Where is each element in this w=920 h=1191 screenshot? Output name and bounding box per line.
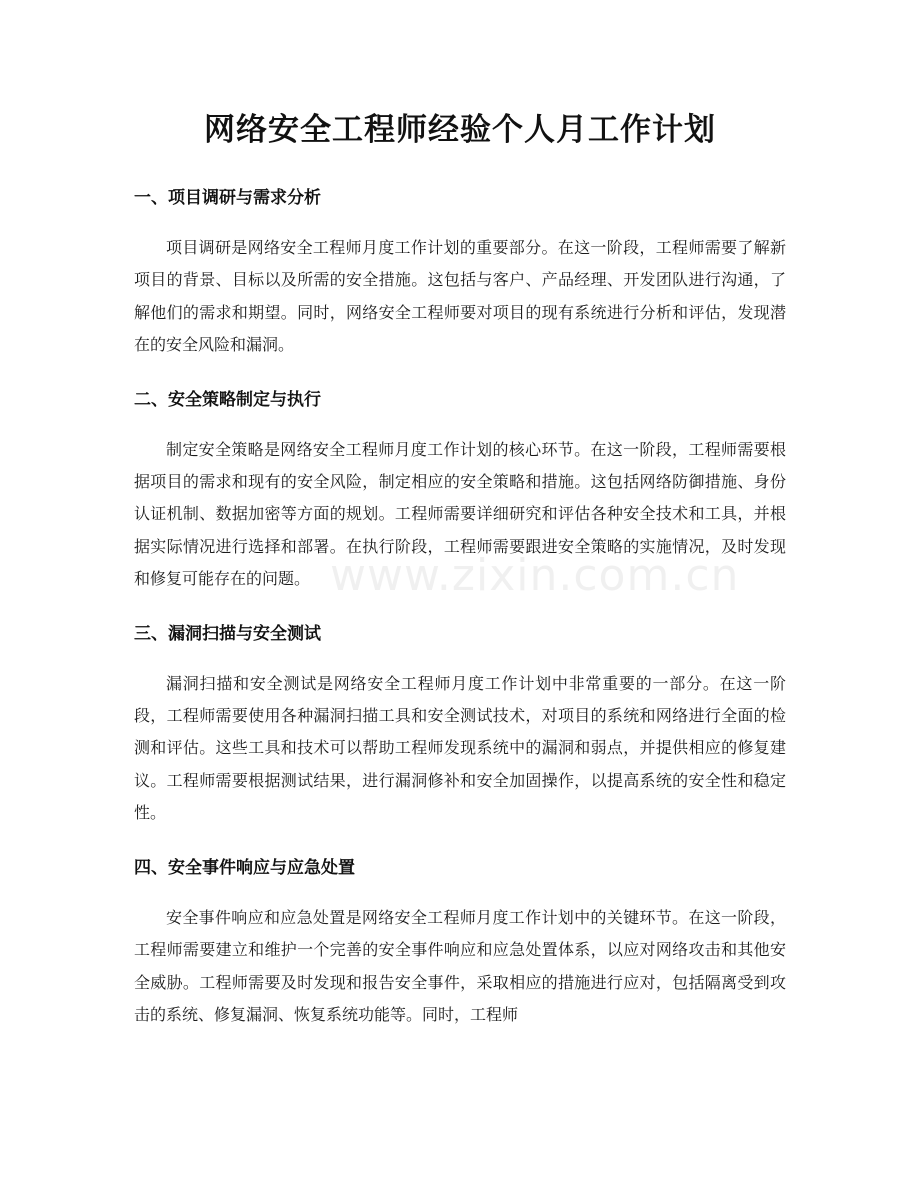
section-research — [134, 186, 786, 362]
watermark: www.zixin.com.cn — [330, 550, 740, 601]
document-title: 网络安全工程师经验个人月工作计划 — [204, 112, 716, 148]
section-paragraph: 项目调研是网络安全工程师月度工作计划的重要部分。在这一阶段，工程师需要了解新项目的背景、目标以及所需的安全措施。这包括与客户、产品经理、开发团队进行沟通，了解他们的需求和期望。同时，网络安全工程师要对项目的现有系统进行分析和评估，发现潜在的安全风险和漏洞。 — [134, 238, 786, 355]
section-heading: 二、安全策略制定与执行 — [134, 389, 321, 410]
section-paragraph: 安全事件响应和应急处置是网络安全工程师月度工作计划中的关键环节。在这一阶段，工程师需要建立和维护一个完善的安全事件响应和应急处置体系，以应对网络攻击和其他安全威胁。工程师需要及时发现和报告安全事件，采取相应的措施进行应对，包括隔离受到攻击的系统、修复漏洞、恢复系统功能等。同时，工程师 — [134, 907, 786, 1024]
section-heading: 四、安全事件响应与应急处置 — [134, 857, 355, 878]
section-heading: 一、项目调研与需求分析 — [134, 188, 321, 208]
section-incident-response — [134, 856, 786, 1032]
section-paragraph: 制定安全策略是网络安全工程师月度工作计划的核心环节。在这一阶段，工程师需要根据项目的需求和现有的安全风险，制定相应的安全策略和措施。这包括网络防御措施、身份认证机制、数据加密等方面的规划。工程师需要详细研究和评估各种安全技术和工具，并根据实际情况进行选择和部署。在执行阶段，工程师需要跟进安全策略的实施情况，及时发现和修复可能存在的问题。 — [134, 439, 786, 589]
section-strategy — [134, 388, 786, 596]
section-vulnerability-scan — [134, 622, 786, 830]
section-paragraph: 漏洞扫描和安全测试是网络安全工程师月度工作计划中非常重要的一部分。在这一阶段，工程师需要使用各种漏洞扫描工具和安全测试技术，对项目的系统和网络进行全面的检测和评估。这些工具和技术可以帮助工程师发现系统中的漏洞和弱点，并提供相应的修复建议。工程师需要根据测试结果，进行漏洞修补和安全加固操作，以提高系统的安全性和稳定性。 — [134, 673, 786, 823]
section-heading: 三、漏洞扫描与安全测试 — [134, 623, 321, 644]
